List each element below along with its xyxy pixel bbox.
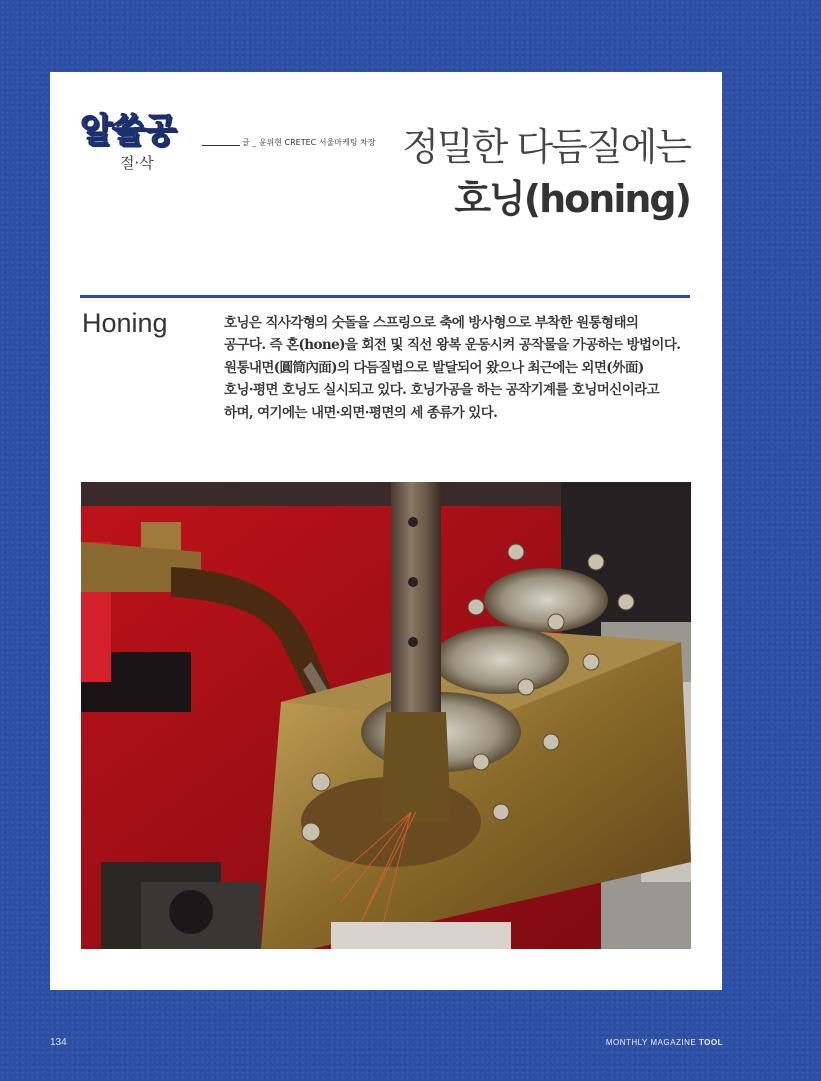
body-line: 공구다. 즉 혼(hone)을 회전 및 직선 왕복 운동시켜 공작물을 가공하는 방법이다. — [224, 337, 681, 354]
credit-divider — [202, 145, 240, 146]
magazine-name — [606, 1038, 723, 1047]
section-label: Honing — [82, 308, 168, 338]
magazine-name-bold: TOOL — [698, 1038, 723, 1047]
author-credit: 글 _ 윤위현 CRETEC 서울마케팅 차장 — [242, 138, 376, 147]
body-line: 호닝·평면 호닝도 실시되고 있다. 호닝가공을 하는 공작기계를 호닝머신이라고 — [224, 382, 660, 399]
series-category: 절·삭 — [120, 154, 154, 172]
section-rule — [80, 295, 690, 298]
body-line: 하며, 여기에는 내면·외면·평면의 세 종류가 있다. — [224, 404, 498, 421]
page-number: 134 — [50, 1037, 67, 1048]
body-paragraph — [224, 312, 690, 424]
body-line: 호닝은 직사각형의 숫돌을 스프링으로 축에 방사형으로 부착한 원통형태의 — [224, 315, 639, 331]
series-logo: 알쓸공 — [80, 111, 176, 151]
body-line: 원통내면(圓筒內面)의 다듬질법으로 발달되어 왔으나 최근에는 외면(外面) — [224, 359, 644, 376]
article-title-line1: 정밀한 다듬질에는 — [402, 125, 690, 169]
article-title-line2: 호닝(honing) — [454, 177, 690, 221]
honing-machine-photo — [81, 482, 691, 949]
article-page — [50, 72, 722, 990]
magazine-name-text: MONTHLY MAGAZINE — [605, 1038, 699, 1047]
